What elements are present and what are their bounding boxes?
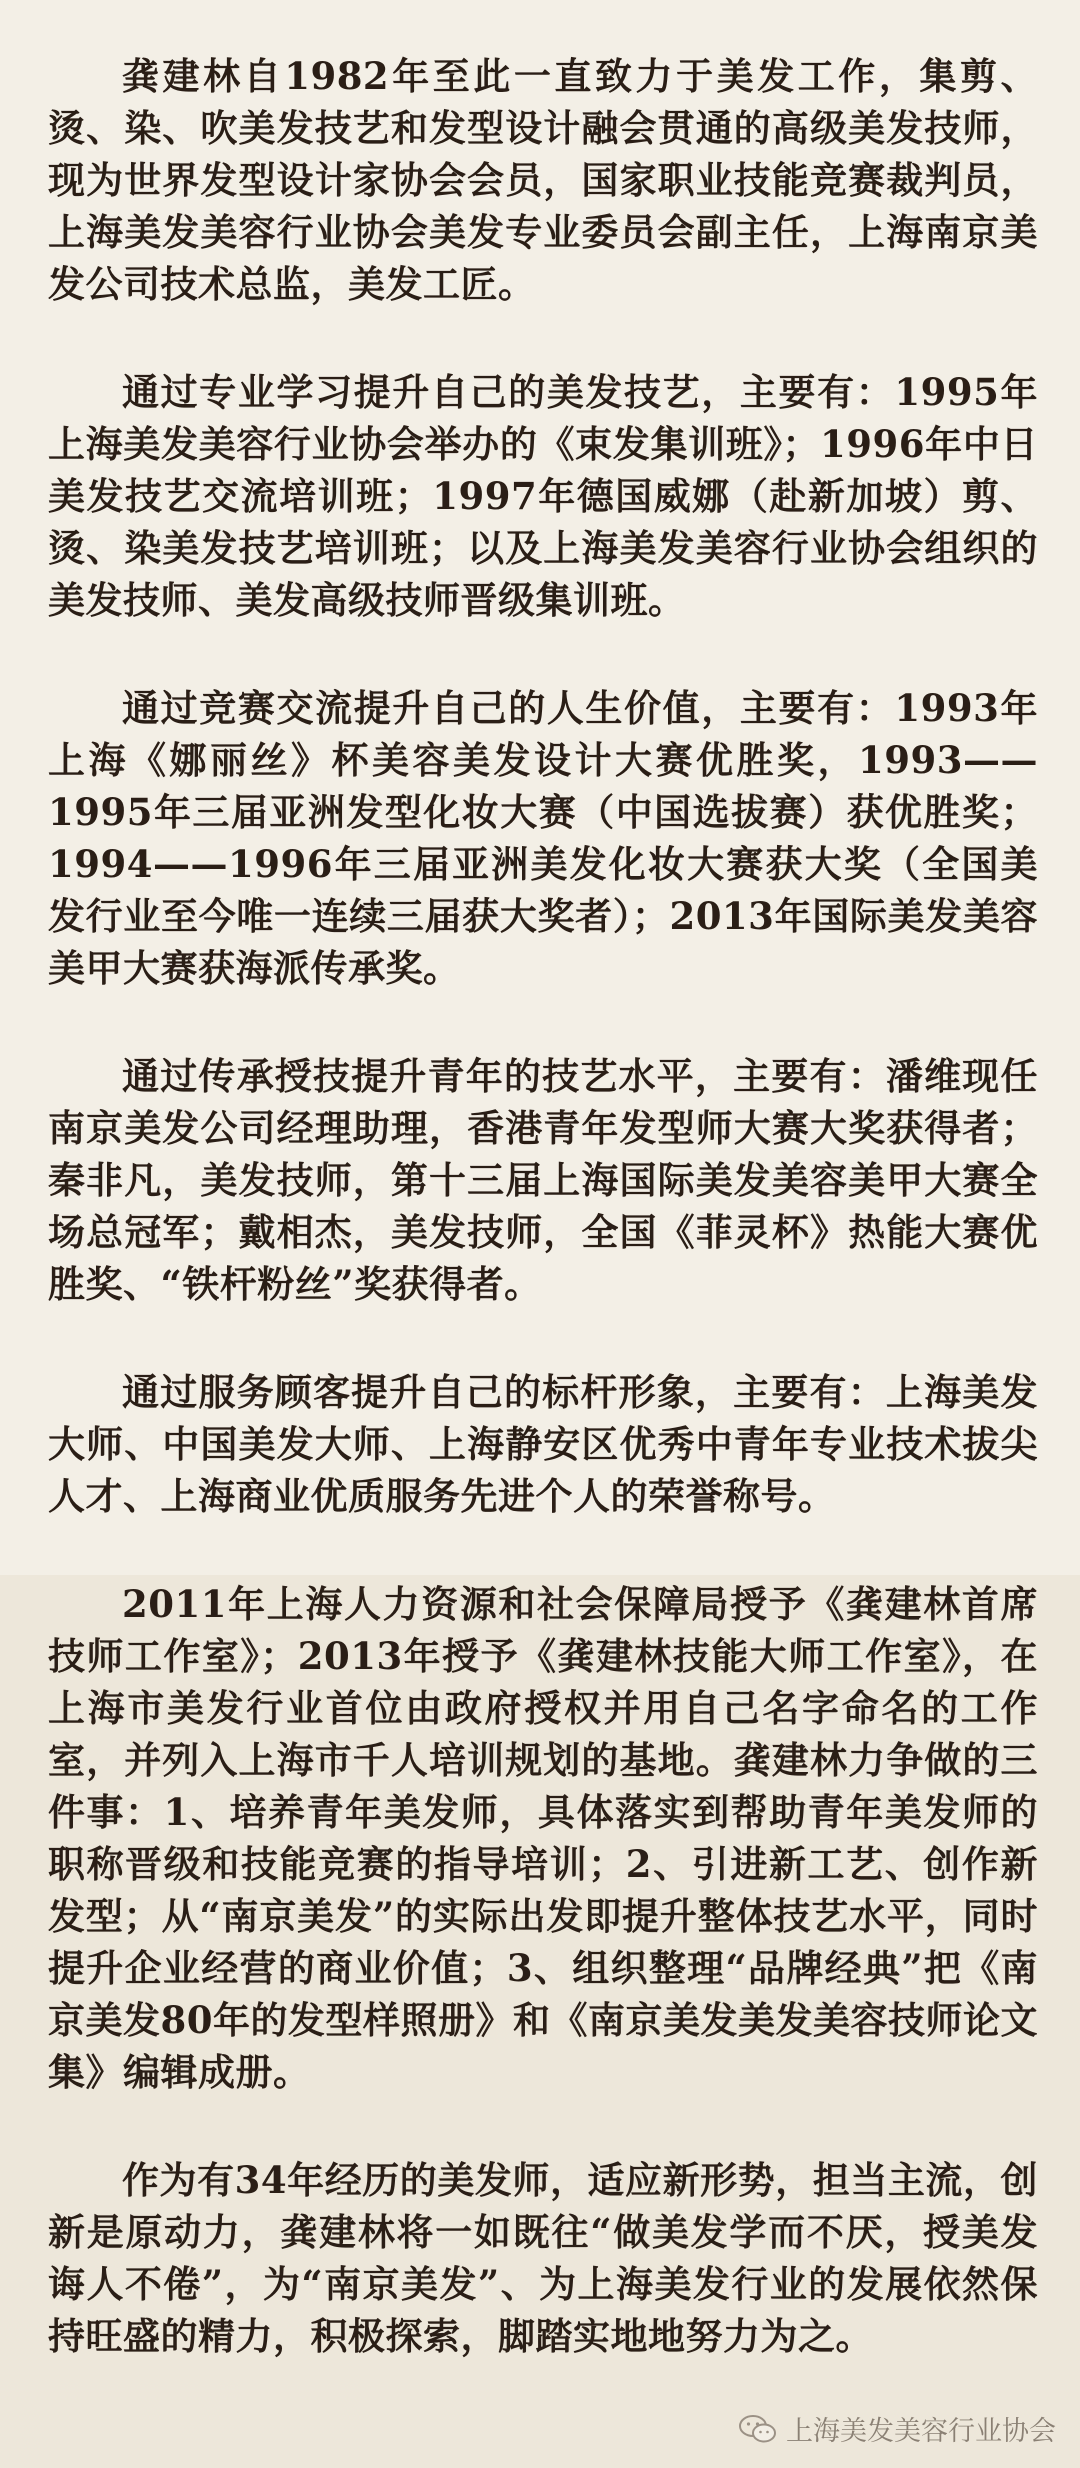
paragraph-mentorship: 通过传承授技提升青年的技艺水平，主要有：潘维现任南京美发公司经理助理，香港青年发型师大赛大奖获得者；秦非凡，美发技师，第十三届上海国际美发美容美甲大赛全场总冠军；戴相杰，美发技师，全国《菲灵杯》热能大赛优胜奖、“铁杆粉丝”奖获得者。 bbox=[48, 1054, 1038, 1306]
paragraph-studio: 2011年上海人力资源和社会保障局授予《龚建林首席技师工作室》；2013年授予《龚建林技能大师工作室》，在上海市美发行业首位由政府授权并用自己名字命名的工作室，并列入上海市千人培训规划的基地。龚建林力争做的三件事：1、培养青年美发师，具体落实到帮助青年美发师的职称晋级和技能竞赛的指导培训；2、引进新工艺、创作新发型；从“南京美发”的实际出发即提升整体技艺水平，同时提升企业经营的商业价值；3、组织整理“品牌经典”把《南京美发80年的发型样照册》和《南京美发美发美容技师论文集》编辑成册。 bbox=[48, 1582, 1038, 2094]
paragraph-service: 通过服务顾客提升自己的标杆形象，主要有：上海美发大师、中国美发大师、上海静安区优秀中青年专业技术拔尖人才、上海商业优质服务先进个人的荣誉称号。 bbox=[48, 1370, 1038, 1518]
watermark bbox=[738, 2409, 1056, 2448]
watermark-text: 上海美发美容行业协会 bbox=[786, 2416, 1056, 2447]
paragraph-competition: 通过竞赛交流提升自己的人生价值，主要有：1993年上海《娜丽丝》杯美容美发设计大赛优胜奖，1993——1995年三届亚洲发型化妆大赛（中国选拔赛）获优胜奖；1994——1996年三届亚洲美发化妆大赛获大奖（全国美发行业至今唯一连续三届获大奖者）；2013年国际美发美容美甲大赛获海派传承奖。 bbox=[48, 686, 1038, 990]
paragraph-conclusion: 作为有34年经历的美发师，适应新形势，担当主流，创新是原动力，龚建林将一如既往“做美发学而不厌，授美发诲人不倦”，为“南京美发”、为上海美发行业的发展依然保持旺盛的精力，积极探索，脚踏实地地努力为之。 bbox=[48, 2158, 1038, 2358]
paragraph-intro: 龚建林自1982年至此一直致力于美发工作，集剪、烫、染、吹美发技艺和发型设计融会贯通的高级美发技师，现为世界发型设计家协会会员，国家职业技能竞赛裁判员，上海美发美容行业协会美发专业委员会副主任，上海南京美发公司技术总监，美发工匠。 bbox=[48, 54, 1038, 306]
paragraph-study: 通过专业学习提升自己的美发技艺，主要有：1995年上海美发美容行业协会举办的《束发集训班》；1996年中日美发技艺交流培训班；1997年德国威娜（赴新加坡）剪、烫、染美发技艺培训班；以及上海美发美容行业协会组织的美发技师、美发高级技师晋级集训班。 bbox=[48, 370, 1038, 622]
article-body bbox=[48, 50, 1038, 2418]
wechat-icon bbox=[738, 2413, 778, 2445]
